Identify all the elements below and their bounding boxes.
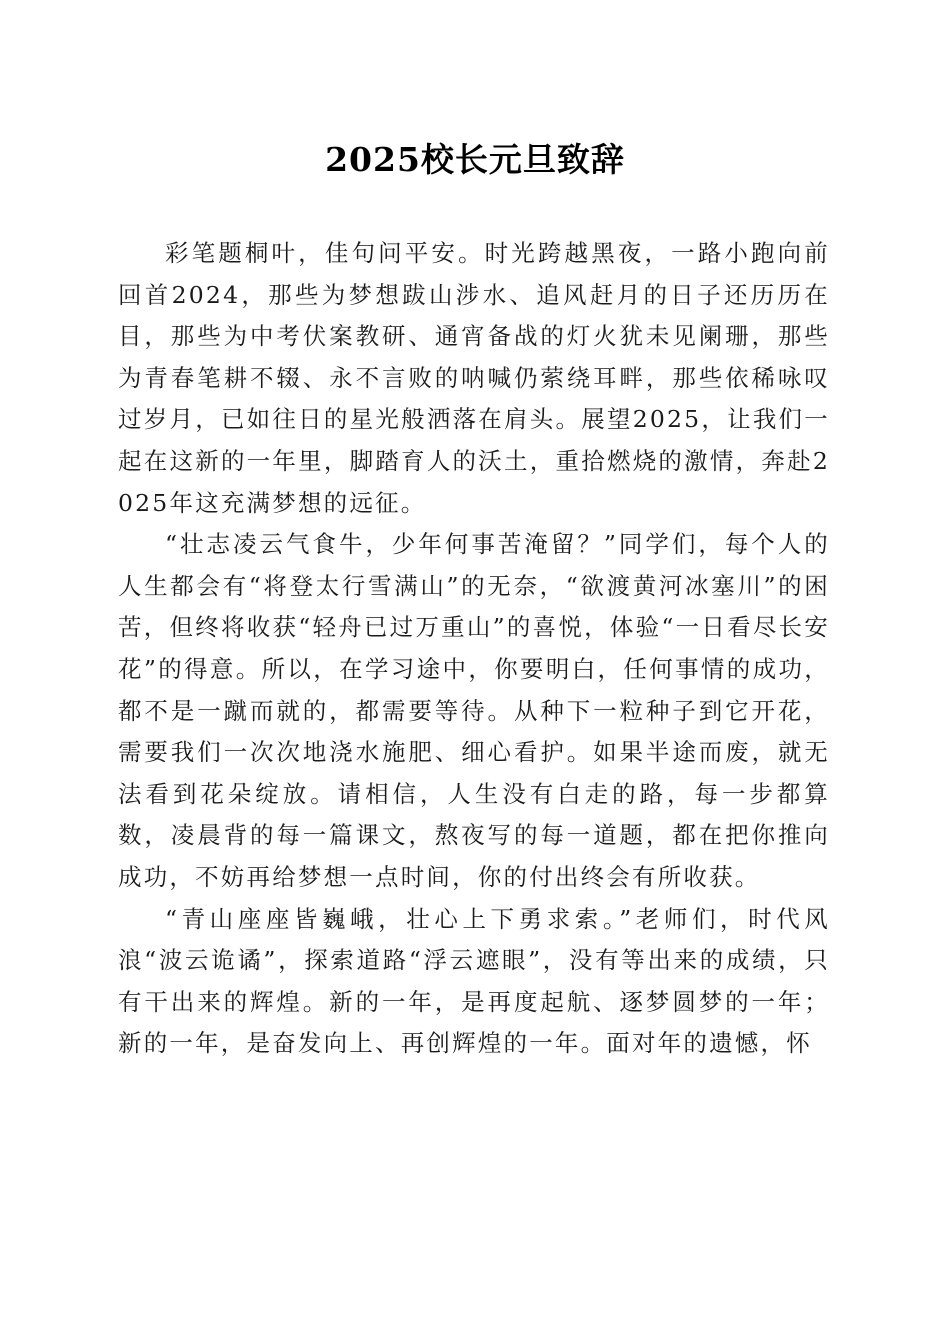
- paragraph-1: 彩笔题桐叶，佳句问平安。时光跨越黑夜，一路小跑向前回首2024，那些为梦想跋山涉水、追风赶月的日子还历历在目，那些为中考伏案教研、通宵备战的灯火犹未见阑珊，那些为青春笔耕不辍、永不言败的呐喊仍萦绕耳畔，那些依稀咏叹过岁月，已如往日的星光般洒落在肩头。展望2025，让我们一起在这新的一年里，脚踏育人的沃土，重拾燃烧的激情，奔赴2025年这充满梦想的远征。: [118, 239, 830, 517]
- document-title: 2025校长元旦致辞: [325, 140, 625, 179]
- paragraph-2: “壮志凌云气食牛，少年何事苦淹留？”同学们，每个人的人生都会有“将登太行雪满山”的无奈，“欲渡黄河冰塞川”的困苦，但终将收获“轻舟已过万重山”的喜悦，体验“一日看尽长安花”的得意。所以，在学习途中，你要明白，任何事情的成功，都不是一蹴而就的，都需要等待。从种下一粒种子到它开花，需要我们一次次地浇水施肥、细心看护。如果半途而废，就无法看到花朵绽放。请相信，人生没有白走的路，每一步都算数，凌晨背的每一篇课文，熬夜写的每一道题，都在把你推向成功，不妨再给梦想一点时间，你的付出终会有所收获。: [118, 530, 830, 891]
- paragraph-3: “青山座座皆巍峨，壮心上下勇求索。”老师们，时代风浪“波云诡谲”，探索道路“浮云遮眼”，没有等出来的成绩，只有干出来的辉煌。新的一年，是再度起航、逐梦圆梦的一年；新的一年，是奋发向上、再创辉煌的一年。面对年的遗憾，怀: [118, 904, 830, 1058]
- document-body: [118, 233, 830, 1065]
